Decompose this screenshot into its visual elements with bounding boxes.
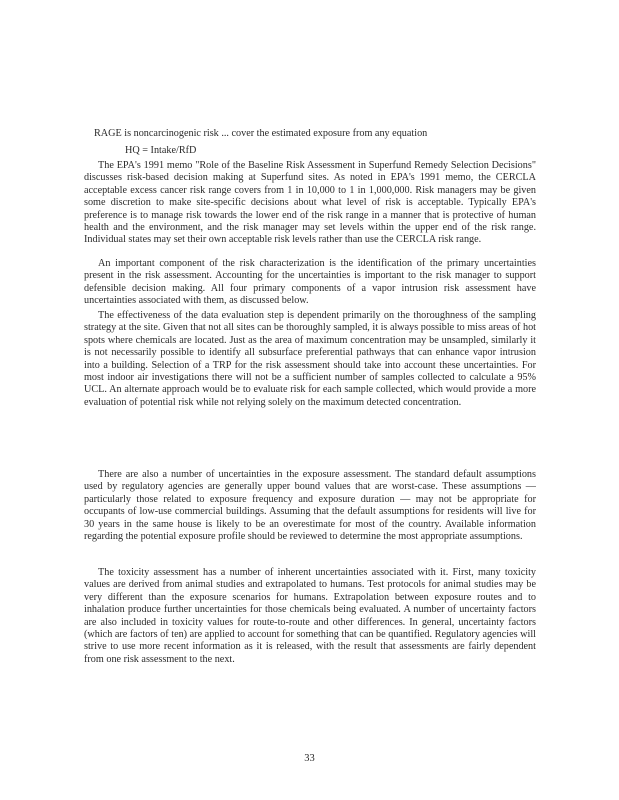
paragraph-toxicity-assessment: The toxicity assessment has a number of inherent uncertainties associated with it. First, many toxicity values are derived from animal studies and extrapolated to humans. Test protocols for animal studies may be very different than the exposure scenarios for humans. Extrapolation between exposure routes and to inhalation produce further uncertainties for those chemicals being evaluated. A number of uncertainty factors are also included in toxicity values for route-to-route and other differences. In general, uncertainty factors (which are factors of ten) are applied to account for something that can be quantified. Regulatory agencies will strive to use more recent information as it is released, with the result that assessments are fairly dependent from one risk assessment to the next. — [84, 567, 536, 665]
equation: HQ = Intake/RfD — [125, 145, 197, 156]
paragraph-data-evaluation: The effectiveness of the data evaluation step is dependent primarily on the thoroughness of the sampling strategy at the site. Given that not all sites can be thoroughly sampled, it is always possible to miss areas of hot spots where chemicals are located. Just as the area of maximum concentration may be unsampled, similarly it is not necessarily possible to identify all subsurface preferential pathways that can enhance vapor intrusion into a building. Selection of a TRP for the risk assessment should take into account these uncertainties. For most indoor air investigations there will not be a sufficient number of samples collected to calculate a 95% UCL. An alternate approach would be to evaluate risk for each sample collected, which would provide a more evaluation of potential risk while not relying solely on the maximum detected concentration. — [84, 310, 536, 408]
intro-line: RAGE is noncarcinogenic risk ... cover the estimated exposure from any equation — [94, 128, 428, 139]
paragraph-uncertainties: An important component of the risk characterization is the identification of the primary uncertainties present in the risk assessment. Accounting for the uncertainties is important to the risk manager to support defensible decision making. All four primary components of a vapor intrusion risk assessment have uncertainties associated with them, as discussed below. — [84, 258, 536, 307]
page-number: 33 — [304, 753, 315, 764]
paragraph-risk-range: The EPA's 1991 memo "Role of the Baseline Risk Assessment in Superfund Remedy Selection Decisions" discusses risk-based decision making at Superfund sites. As noted in EPA's 1991 memo, the CERCLA acceptable excess cancer risk range covers from 1 in 10,000 to 1 in 1,000,000. Risk managers may be given some discretion to make site-specific decisions about what level of risk is acceptable. Typically EPA's preference is to manage risk towards the lower end of the risk range in a manner that is protective of human health and the environment, and the risk manager may set levels within the upper end of the risk range. Individual states may set their own acceptable risk levels rather than use the CERCLA risk range. — [84, 160, 536, 246]
paragraph-exposure-assessment: There are also a number of uncertainties in the exposure assessment. The standard default assumptions used by regulatory agencies are generally upper bound values that are worst-case. These assumptions — particularly those related to exposure frequency and exposure duration — may not be appropriate for occupants of low-use commercial buildings. Assuming that the default assumptions for residents will live for 30 years in the same house is likely to be an overestimate for most of the country. Available information regarding the potential exposure profile should be reviewed to determine the most appropriate assumptions. — [84, 469, 536, 543]
